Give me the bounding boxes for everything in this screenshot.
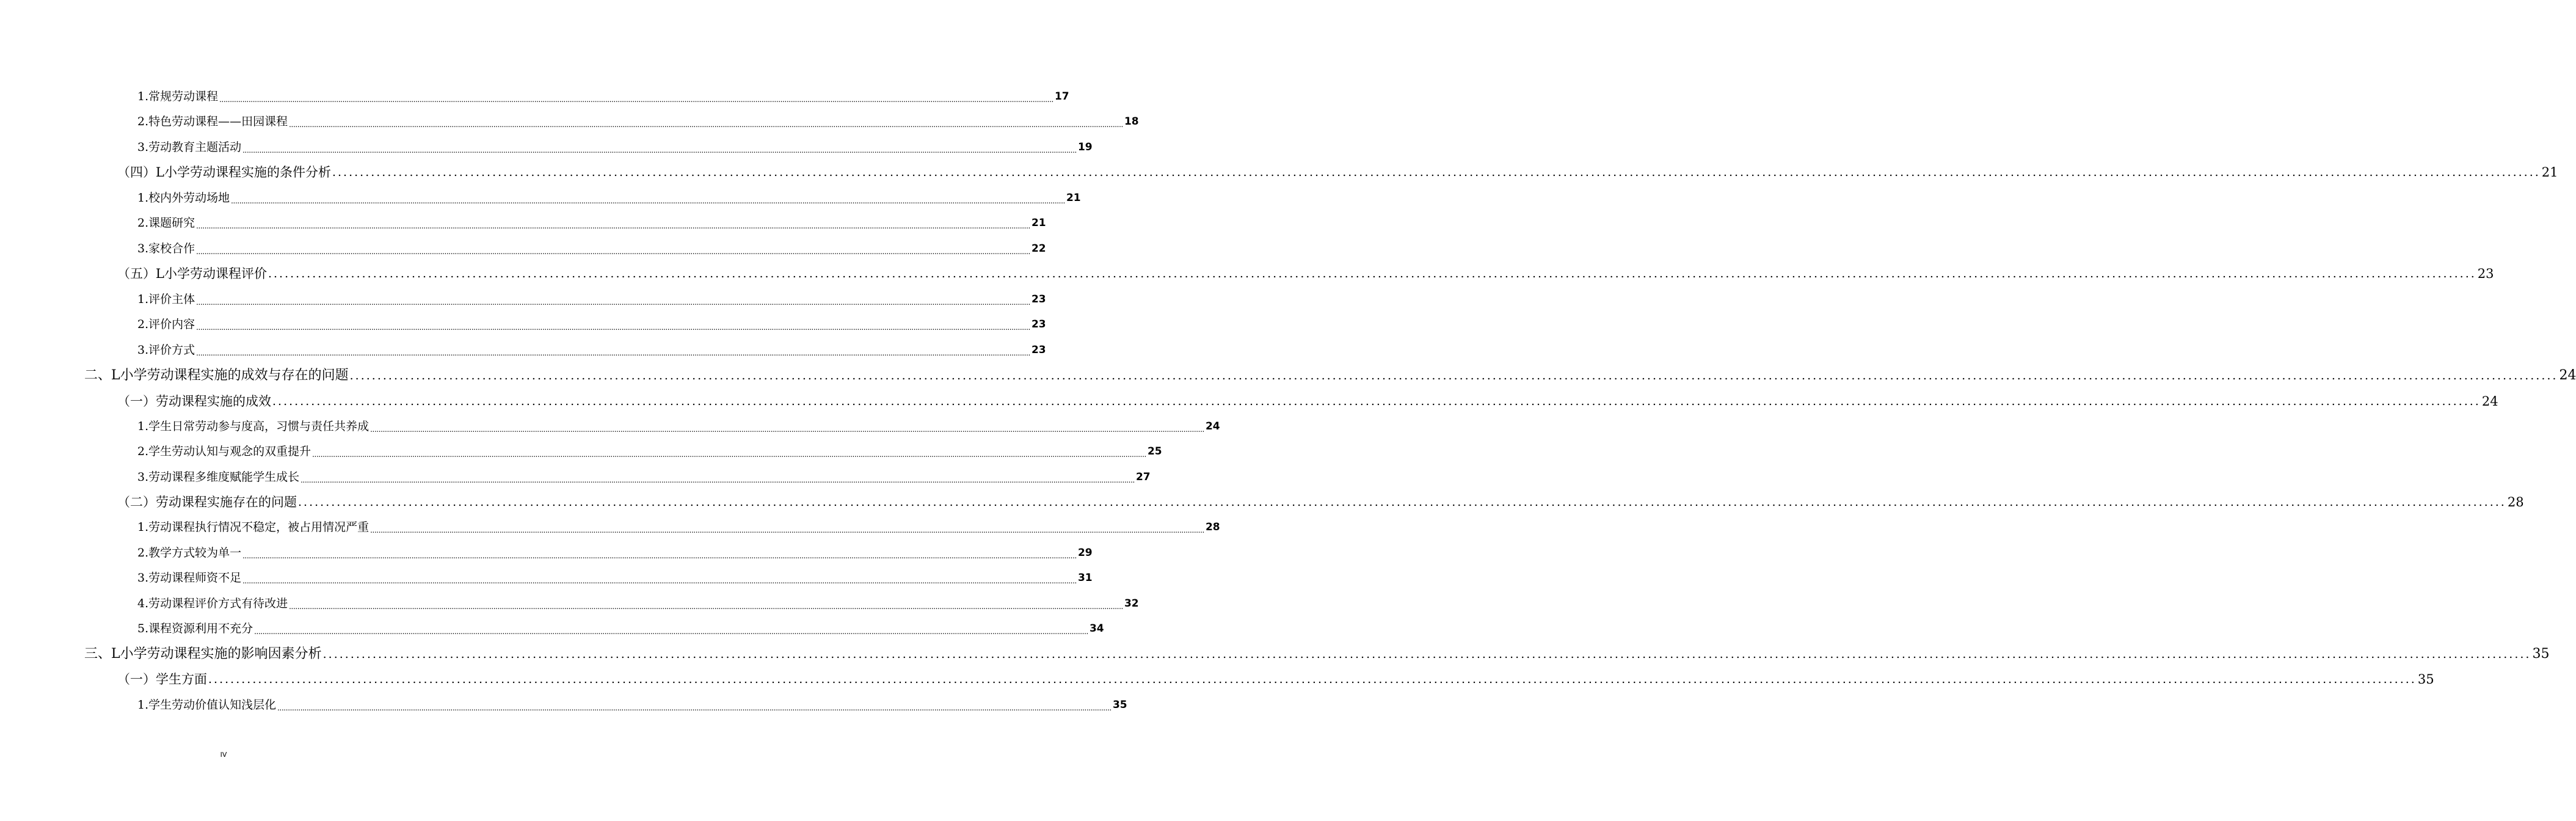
toc-entry-page: 24 xyxy=(1205,420,1220,432)
toc-entry[interactable] xyxy=(137,570,1093,586)
toc-leader-dots: ................................................................................................................................................................................................................................................................................................................................................................................................................ xyxy=(298,495,2506,509)
toc-entry[interactable] xyxy=(84,645,2550,663)
toc-entry-page: 21 xyxy=(1031,217,1046,229)
toc-entry[interactable] xyxy=(137,443,1162,459)
toc-entry-title: 1.学生日常劳动参与度高，习惯与责任共养成 xyxy=(137,420,369,433)
toc-leader-dots: ................................................................................................................................................................................................................................................................................................................................................................................................................ xyxy=(289,120,1123,129)
toc-entry-page: 35 xyxy=(2417,672,2434,687)
toc-entry[interactable] xyxy=(117,265,2494,282)
toc-leader-dots: ................................................................................................................................................................................................................................................................................................................................................................................................................ xyxy=(272,395,2481,408)
toc-entry-page: 23 xyxy=(1031,344,1046,356)
toc-entry[interactable] xyxy=(137,545,1093,561)
toc-entry[interactable] xyxy=(117,494,2524,511)
toc-entry-title: （四）L小学劳动课程实施的条件分析 xyxy=(117,165,331,180)
toc-entry-title: 1.常规劳动课程 xyxy=(137,90,219,103)
toc-entry-title: （五）L小学劳动课程评价 xyxy=(117,266,267,281)
toc-leader-dots: ................................................................................................................................................................................................................................................................................................................................................................................................................ xyxy=(289,602,1123,611)
toc-entry-title: 2.评价内容 xyxy=(137,318,195,331)
toc-entry-page: 19 xyxy=(1077,141,1093,153)
toc-entry[interactable] xyxy=(84,367,2576,385)
toc-entry-title: 2.教学方式较为单一 xyxy=(137,546,242,560)
toc-leader-dots: ................................................................................................................................................................................................................................................................................................................................................................................................................ xyxy=(322,648,2531,661)
toc-entry-title: 3.评价方式 xyxy=(137,343,195,357)
toc-entry-page: 28 xyxy=(2507,495,2524,509)
toc-entry-page: 22 xyxy=(1031,243,1046,255)
toc-entry-title: 2.课题研究 xyxy=(137,216,195,230)
toc-entry-page: 21 xyxy=(2541,165,2558,180)
toc-leader-dots: ................................................................................................................................................................................................................................................................................................................................................................................................................ xyxy=(332,166,2541,179)
toc-leader-dots: ................................................................................................................................................................................................................................................................................................................................................................................................................ xyxy=(370,425,1204,434)
toc-leader-dots: ................................................................................................................................................................................................................................................................................................................................................................................................................ xyxy=(196,247,1030,256)
toc-entry-title: 3.劳动教育主题活动 xyxy=(137,140,242,154)
toc-leader-dots: ................................................................................................................................................................................................................................................................................................................................................................................................................ xyxy=(231,197,1065,205)
toc-entry-title: 3.家校合作 xyxy=(137,242,195,255)
toc-leader-dots: ................................................................................................................................................................................................................................................................................................................................................................................................................ xyxy=(242,552,1077,560)
toc-leader-dots: ................................................................................................................................................................................................................................................................................................................................................................................................................ xyxy=(208,673,2417,686)
toc-entry-page: 17 xyxy=(1054,90,1069,103)
toc-entry[interactable] xyxy=(137,114,1139,130)
toc-entry[interactable] xyxy=(137,418,1220,434)
toc-entry-title: 三、L小学劳动课程实施的影响因素分析 xyxy=(84,646,322,662)
toc-leader-dots: ................................................................................................................................................................................................................................................................................................................................................................................................................ xyxy=(254,627,1088,636)
toc-entry-page: 25 xyxy=(1147,445,1162,458)
toc-entry-title: 4.劳动课程评价方式有待改进 xyxy=(137,597,288,610)
toc-entry-title: 1.评价主体 xyxy=(137,293,195,306)
toc-entry[interactable] xyxy=(137,89,1069,104)
toc-entry-page: 29 xyxy=(1077,547,1093,559)
toc-entry-title: 1.劳动课程执行情况不稳定，被占用情况严重 xyxy=(137,520,369,534)
toc-leader-dots: ................................................................................................................................................................................................................................................................................................................................................................................................................ xyxy=(300,476,1135,484)
toc-entry-page: 34 xyxy=(1089,622,1104,635)
toc-entry-page: 28 xyxy=(1205,521,1220,533)
toc-leader-dots: ................................................................................................................................................................................................................................................................................................................................................................................................................ xyxy=(370,526,1204,535)
toc-leader-dots: ................................................................................................................................................................................................................................................................................................................................................................................................................ xyxy=(242,577,1077,585)
toc-entry-title: 3.劳动课程师资不足 xyxy=(137,571,242,585)
toc-leader-dots: ................................................................................................................................................................................................................................................................................................................................................................................................................ xyxy=(277,704,1112,712)
toc-leader-dots: ................................................................................................................................................................................................................................................................................................................................................................................................................ xyxy=(196,298,1030,307)
toc-entry[interactable] xyxy=(137,241,1046,257)
toc-entry-page: 31 xyxy=(1077,572,1093,584)
toc-entry-title: 1.学生劳动价值认知浅层化 xyxy=(137,698,277,712)
toc-leader-dots: ................................................................................................................................................................................................................................................................................................................................................................................................................ xyxy=(267,267,2476,280)
toc-entry[interactable] xyxy=(137,621,1104,637)
toc-entry-title: 2.特色劳动课程——田园课程 xyxy=(137,115,288,128)
toc-entry[interactable] xyxy=(137,469,1151,485)
toc-entry[interactable] xyxy=(137,190,1081,206)
toc-entry-page: 23 xyxy=(2477,266,2494,281)
toc-entry-title: 5.课程资源利用不充分 xyxy=(137,622,253,635)
toc-entry[interactable] xyxy=(137,697,1127,713)
toc-entry-title: 3.劳动课程多维度赋能学生成长 xyxy=(137,470,300,484)
toc-leader-dots: ................................................................................................................................................................................................................................................................................................................................................................................................................ xyxy=(242,146,1077,155)
toc-entry-page: 23 xyxy=(1031,293,1046,305)
toc-leader-dots: ................................................................................................................................................................................................................................................................................................................................................................................................................ xyxy=(349,369,2558,382)
toc-leader-dots: ................................................................................................................................................................................................................................................................................................................................................................................................................ xyxy=(219,95,1053,104)
toc-entry-title: （一）学生方面 xyxy=(117,672,207,687)
toc-entry-page: 27 xyxy=(1135,471,1151,483)
toc-entry-page: 24 xyxy=(2481,394,2498,409)
toc-leader-dots: ................................................................................................................................................................................................................................................................................................................................................................................................................ xyxy=(312,450,1146,459)
toc-entry-page: 24 xyxy=(2559,368,2576,383)
toc-entry[interactable] xyxy=(137,139,1093,155)
toc-entry-title: 2.学生劳动认知与观念的双重提升 xyxy=(137,445,311,458)
page-number: IV xyxy=(220,751,227,759)
toc-entry-page: 35 xyxy=(1112,699,1127,711)
toc-entry[interactable] xyxy=(137,596,1139,611)
toc-entry-title: （一）劳动课程实施的成效 xyxy=(117,394,271,409)
toc-entry-page: 23 xyxy=(1031,318,1046,330)
toc-leader-dots: ................................................................................................................................................................................................................................................................................................................................................................................................................ xyxy=(196,222,1030,230)
toc-entry[interactable] xyxy=(137,215,1046,231)
toc-entry[interactable] xyxy=(117,164,2558,181)
toc-entry[interactable] xyxy=(137,342,1046,358)
toc-entry-title: 二、L小学劳动课程实施的成效与存在的问题 xyxy=(84,368,349,383)
toc-leader-dots: ................................................................................................................................................................................................................................................................................................................................................................................................................ xyxy=(196,323,1030,332)
toc-entry[interactable] xyxy=(137,519,1220,535)
toc-entry-page: 35 xyxy=(2532,646,2550,662)
toc-entry[interactable] xyxy=(137,316,1046,332)
toc-entry-page: 32 xyxy=(1124,597,1139,610)
toc-entry[interactable] xyxy=(117,393,2498,410)
toc-entry-page: 18 xyxy=(1124,115,1139,128)
toc-leader-dots: ................................................................................................................................................................................................................................................................................................................................................................................................................ xyxy=(196,349,1030,357)
toc-entry-title: （二）劳动课程实施存在的问题 xyxy=(117,495,297,509)
toc-entry-page: 21 xyxy=(1066,192,1081,204)
toc-entry[interactable] xyxy=(137,291,1046,307)
toc-entry-title: 1.校内外劳动场地 xyxy=(137,191,230,205)
toc-entry[interactable] xyxy=(117,671,2434,688)
